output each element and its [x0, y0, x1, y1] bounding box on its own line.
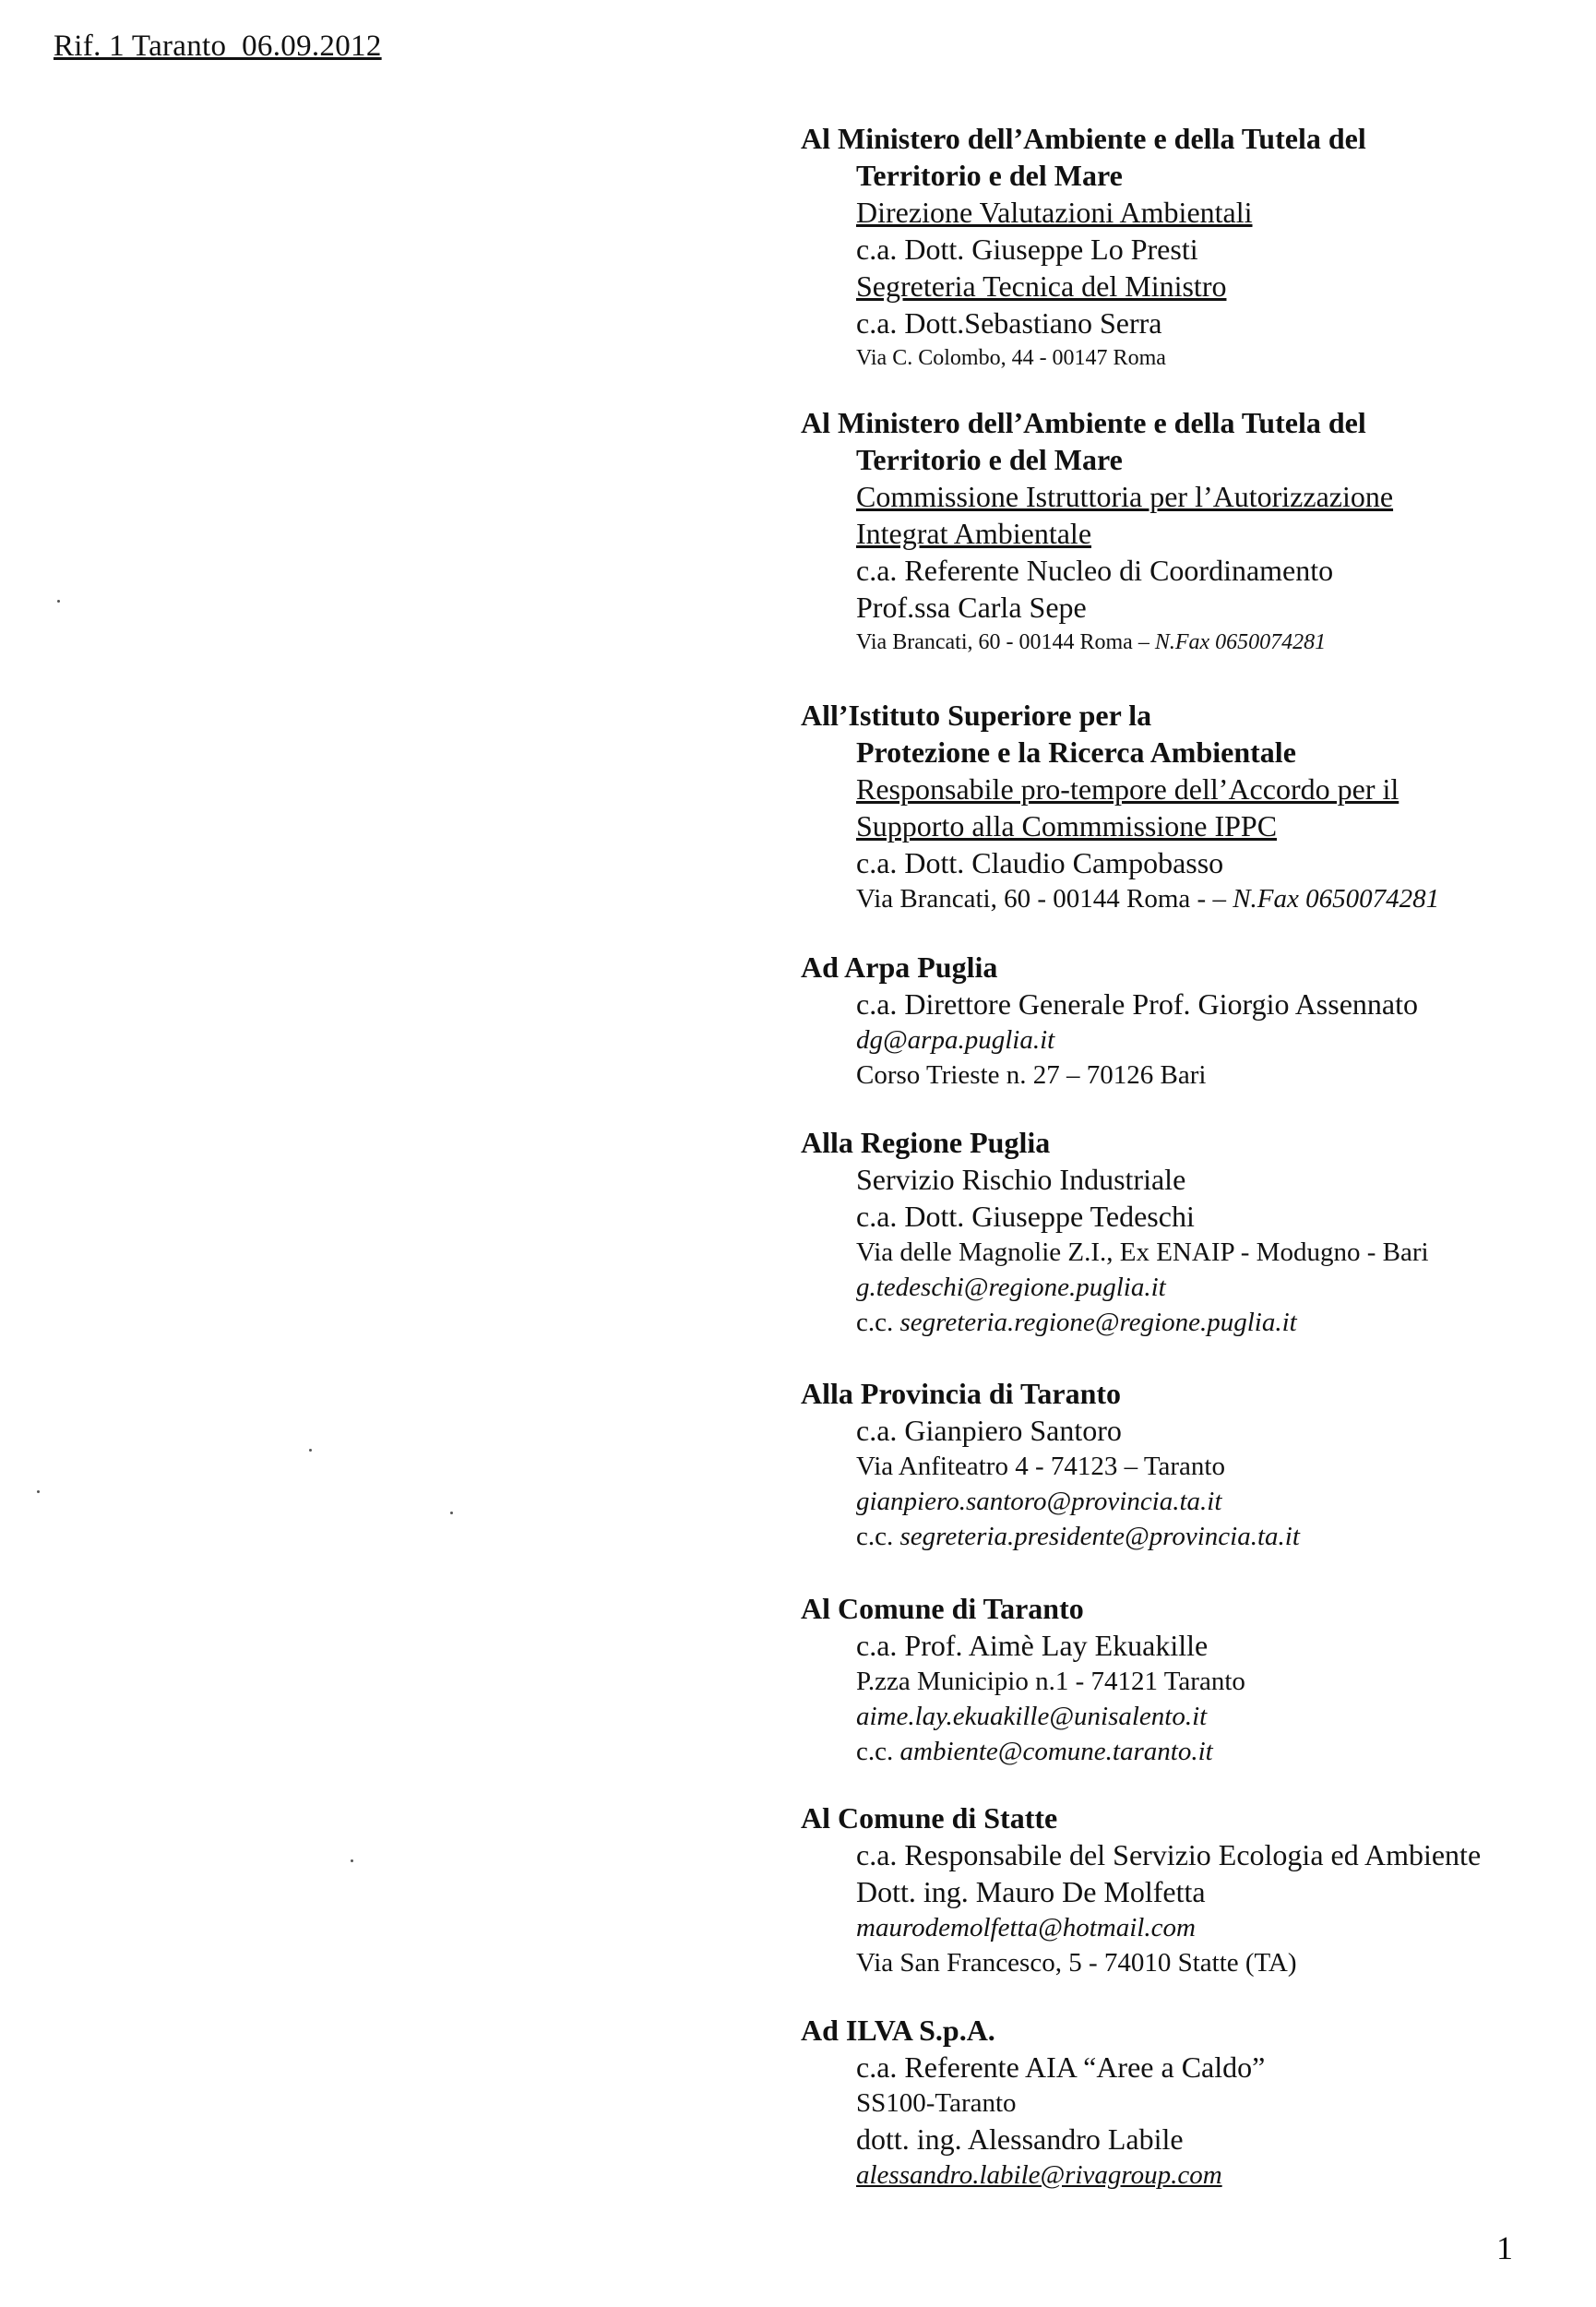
line-text: c.a. Dott. Giuseppe Tedeschi: [856, 1200, 1195, 1233]
line-text: Supporto alla Commmissione IPPC: [856, 809, 1278, 843]
line-text: alessandro.labile@rivagroup.com: [856, 2160, 1222, 2190]
line-text: SS100-Taranto: [856, 2088, 1017, 2118]
addressee-line: [801, 1161, 1580, 1198]
addressee-block-ispra: [801, 697, 1580, 916]
addressee-block-provincia: [801, 1375, 1580, 1554]
line-text: maurodemolfetta@hotmail.com: [856, 1913, 1196, 1942]
line-text: c.a. Referente AIA “Aree a Caldo”: [856, 2050, 1266, 2084]
line-suffix: segreteria.presidente@provincia.ta.it: [899, 1522, 1300, 1551]
line-text: Ad ILVA S.p.A.: [801, 2014, 995, 2047]
line-text: Via San Francesco, 5 - 74010 Statte (TA): [856, 1948, 1297, 1978]
scan-speck: [351, 1859, 353, 1862]
addressee-line: [801, 626, 1580, 659]
page-number: 1: [1496, 2229, 1513, 2266]
line-suffix: N.Fax 0650074281: [1233, 884, 1440, 914]
line-text: Direzione Valutazioni Ambientali: [856, 196, 1253, 229]
addressee-line: [801, 1449, 1580, 1484]
addressee-heading: [801, 1799, 1580, 1836]
addressee-block-comune-taranto: [801, 1590, 1580, 1769]
addressee-line: [801, 194, 1580, 231]
addressee-line: [801, 589, 1580, 626]
addressee-line: [801, 2158, 1580, 2193]
addressee-line: [801, 1412, 1580, 1449]
line-text: Servizio Rischio Industriale: [856, 1163, 1186, 1196]
addressee-line: [801, 157, 1580, 194]
line-text: Protezione e la Ricerca Ambientale: [856, 735, 1296, 769]
addressee-line: [801, 986, 1580, 1022]
addressee-heading: [801, 1124, 1580, 1161]
line-text: Al Ministero dell’Ambiente e della Tutela del: [801, 122, 1366, 155]
addressee-block-arpa: [801, 949, 1580, 1093]
addressee-line: [801, 771, 1580, 807]
addressee-line: [801, 1198, 1580, 1235]
line-text: Commissione Istruttoria per l’Autorizzazione: [856, 480, 1394, 513]
line-text: c.a. Dott. Giuseppe Lo Presti: [856, 233, 1198, 266]
line-text: Via C. Colombo, 44 - 00147 Roma: [856, 346, 1166, 370]
addressee-line: [801, 734, 1580, 771]
line-text: c.c.: [856, 1308, 900, 1337]
line-suffix: segreteria.regione@regione.puglia.it: [899, 1308, 1297, 1337]
addressee-line: [801, 1270, 1580, 1305]
addressee-line: [801, 478, 1580, 515]
addressee-heading: [801, 949, 1580, 986]
line-text: Via Anfiteatro 4 - 74123 – Taranto: [856, 1452, 1225, 1481]
line-text: Al Ministero dell’Ambiente e della Tutela del: [801, 406, 1366, 439]
line-text: Segreteria Tecnica del Ministro: [856, 269, 1227, 303]
addressee-heading: [801, 2012, 1580, 2049]
line-text: c.a. Direttore Generale Prof. Giorgio Assennato: [856, 987, 1418, 1021]
addressee-line: [801, 1836, 1580, 1873]
line-text: Territorio e del Mare: [856, 443, 1123, 476]
addressee-line: [801, 1910, 1580, 1945]
addressee-line: [801, 1058, 1580, 1093]
addressee-heading: [801, 1590, 1580, 1627]
addressee-line: [801, 1235, 1580, 1270]
addressee-heading: [801, 697, 1580, 734]
line-text: Al Comune di Taranto: [801, 1592, 1084, 1625]
line-text: g.tedeschi@regione.puglia.it: [856, 1273, 1166, 1302]
line-text: Via Brancati, 60 - 00144 Roma –: [856, 630, 1155, 654]
addressee-line: [801, 341, 1580, 375]
reference-line: Rif. 1 Taranto_06.09.2012: [54, 30, 382, 63]
line-text: Alla Regione Puglia: [801, 1126, 1051, 1159]
line-text: Dott. ing. Mauro De Molfetta: [856, 1875, 1206, 1908]
addressee-heading: [801, 120, 1580, 157]
line-text: Responsabile pro-tempore dell’Accordo per il: [856, 772, 1399, 806]
addressee-line: [801, 1734, 1580, 1769]
line-text: Ad Arpa Puglia: [801, 950, 998, 984]
addressee-line: [801, 807, 1580, 844]
line-text: c.a. Dott. Claudio Campobasso: [856, 846, 1224, 879]
line-text: All’Istituto Superiore per la: [801, 699, 1152, 732]
line-text: dg@arpa.puglia.it: [856, 1025, 1055, 1055]
addressee-line: [801, 1699, 1580, 1734]
line-text: c.c.: [856, 1522, 900, 1551]
line-text: Via delle Magnolie Z.I., Ex ENAIP - Modugno - Bari: [856, 1237, 1429, 1267]
addressee-block-regione: [801, 1124, 1580, 1340]
addressee-line: [801, 1627, 1580, 1664]
addressee-block-comune-statte: [801, 1799, 1580, 1980]
addressee-line: [801, 231, 1580, 268]
addressee-line: [801, 1484, 1580, 1519]
line-text: Via Brancati, 60 - 00144 Roma - –: [856, 884, 1233, 914]
line-text: c.a. Dott.Sebastiano Serra: [856, 306, 1162, 340]
line-text: gianpiero.santoro@provincia.ta.it: [856, 1487, 1222, 1516]
scan-speck: [57, 600, 60, 603]
addressee-line: [801, 268, 1580, 305]
addressee-line: [801, 1022, 1580, 1058]
line-suffix: N.Fax 0650074281: [1154, 630, 1327, 654]
scan-speck: [450, 1512, 453, 1514]
addressee-line: [801, 2121, 1580, 2158]
addressee-line: [801, 1873, 1580, 1910]
line-text: c.a. Prof. Aimè Lay Ekuakille: [856, 1629, 1209, 1662]
line-text: c.a. Responsabile del Servizio Ecologia ed Ambiente: [856, 1838, 1482, 1871]
line-text: Territorio e del Mare: [856, 159, 1123, 192]
line-text: c.c.: [856, 1737, 900, 1766]
addressee-line: [801, 881, 1580, 916]
addressee-line: [801, 844, 1580, 881]
line-suffix: ambiente@comune.taranto.it: [899, 1737, 1213, 1766]
addressee-block-ministero-1: [801, 120, 1580, 375]
line-text: c.a. Referente Nucleo di Coordinamento: [856, 554, 1334, 587]
addressee-line: [801, 441, 1580, 478]
addressee-line: [801, 1519, 1580, 1554]
line-text: aime.lay.ekuakille@unisalento.it: [856, 1702, 1208, 1731]
addressee-heading: [801, 404, 1580, 441]
addressee-line: [801, 305, 1580, 341]
line-text: dott. ing. Alessandro Labile: [856, 2122, 1184, 2156]
line-text: P.zza Municipio n.1 - 74121 Taranto: [856, 1667, 1245, 1696]
addressee-block-ilva: [801, 2012, 1580, 2193]
addressee-line: [801, 552, 1580, 589]
addressee-line: [801, 2049, 1580, 2086]
line-text: Alla Provincia di Taranto: [801, 1377, 1122, 1410]
addressee-line: [801, 2086, 1580, 2121]
scan-speck: [309, 1449, 312, 1452]
line-text: Al Comune di Statte: [801, 1801, 1058, 1835]
addressee-line: [801, 1305, 1580, 1340]
line-text: Integrat Ambientale: [856, 517, 1092, 550]
line-text: c.a. Gianpiero Santoro: [856, 1414, 1122, 1447]
addressee-line: [801, 1945, 1580, 1980]
addressee-block-ministero-2: [801, 404, 1580, 659]
line-text: Corso Trieste n. 27 – 70126 Bari: [856, 1060, 1207, 1090]
scan-speck: [37, 1490, 40, 1493]
line-text: Prof.ssa Carla Sepe: [856, 591, 1087, 624]
addressee-line: [801, 515, 1580, 552]
addressee-line: [801, 1664, 1580, 1699]
addressee-heading: [801, 1375, 1580, 1412]
